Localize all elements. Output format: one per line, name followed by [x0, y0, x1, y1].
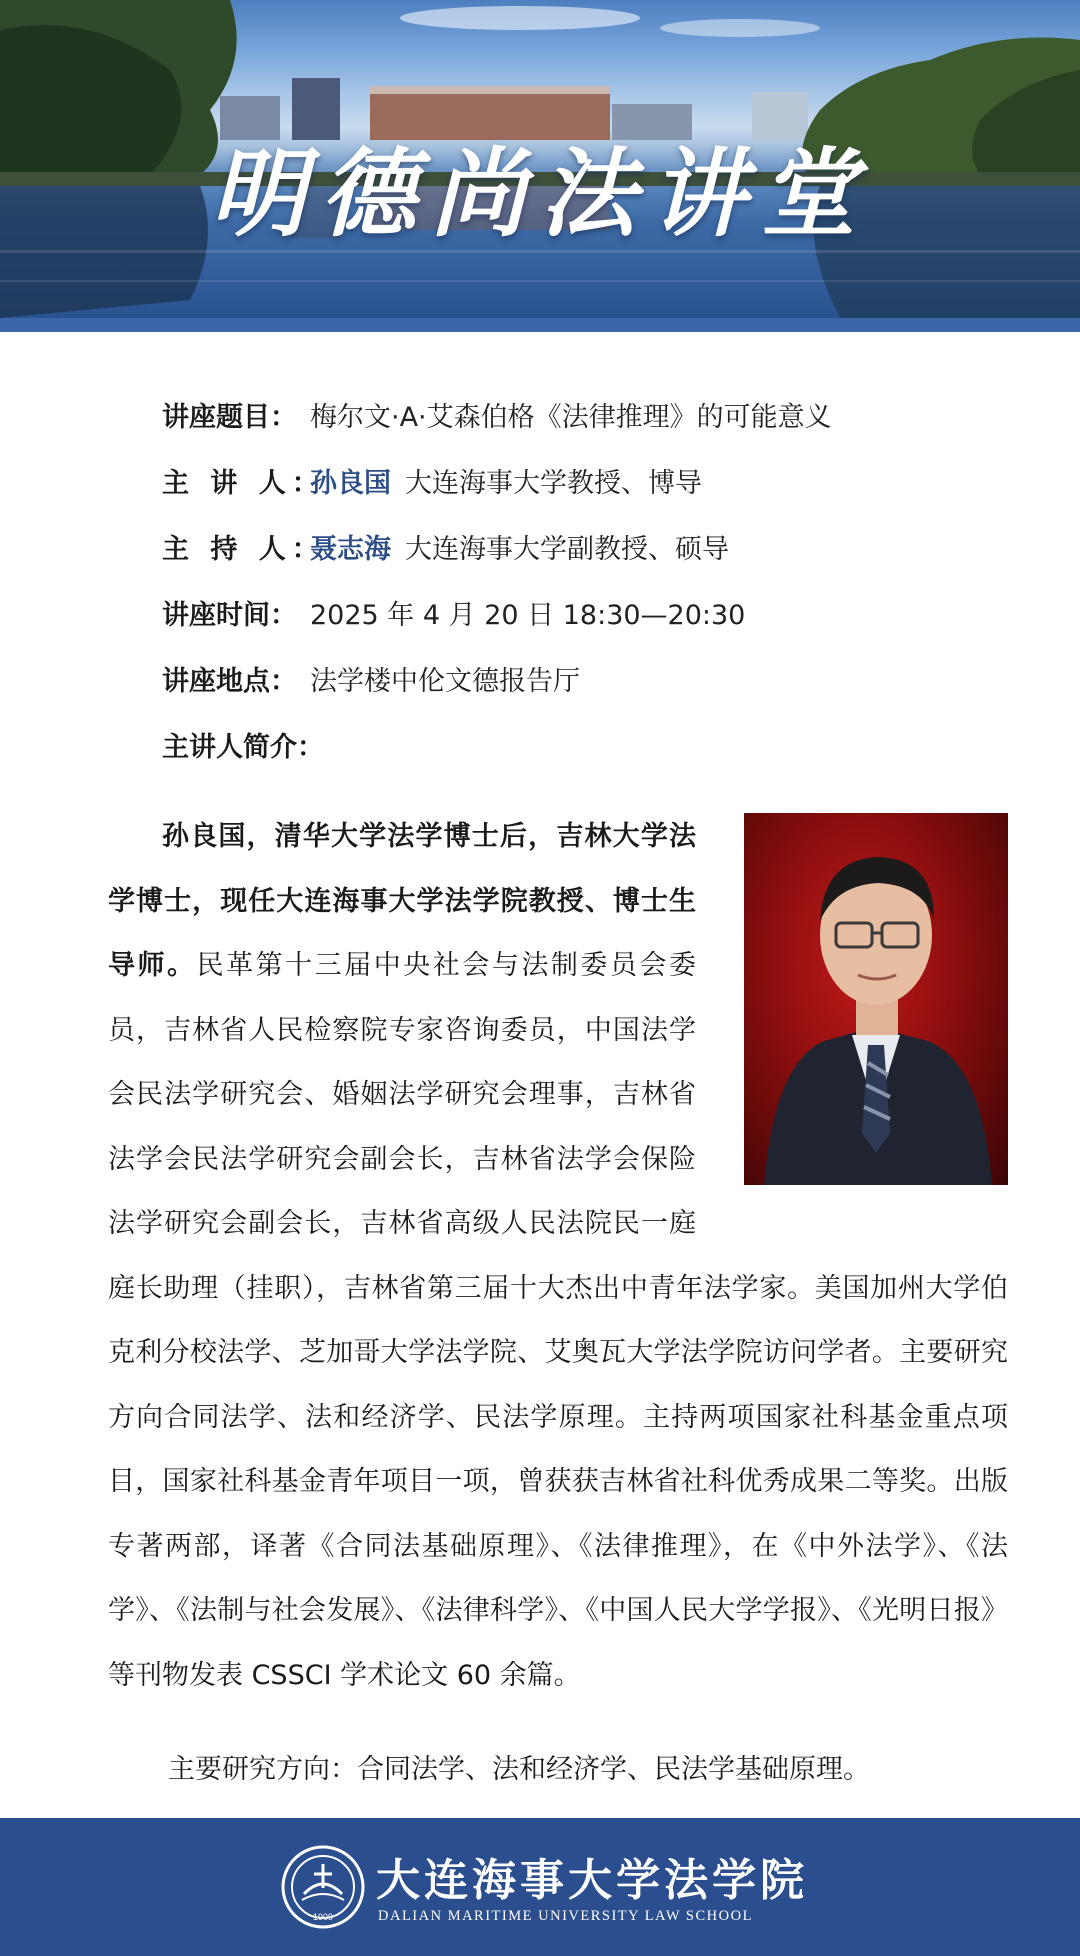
host-row — [162, 526, 1022, 592]
time-value: 2025 年 4 月 20 日 18:30—20:30 — [310, 600, 746, 631]
place-value: 法学楼中伦文德报告厅 — [310, 666, 580, 697]
banner-title: 明德尚法讲堂 — [210, 137, 870, 250]
speaker-row — [162, 460, 1022, 526]
school-name: 大连海事大学法学院 — [376, 1855, 808, 1906]
place-label: 讲座地点： — [162, 666, 297, 697]
topic-row — [162, 394, 1022, 460]
university-emblem-logo — [280, 1844, 366, 1930]
lecture-info — [162, 394, 1022, 790]
intro-label: 主讲人简介： — [162, 732, 324, 763]
speaker-bio — [108, 805, 1008, 1708]
time-label: 讲座时间： — [162, 600, 297, 631]
bio-body: 民革第十三届中央社会与法制委员会委员，吉林省人民检察院专家咨询委员，中国法学会民法学研究会、婚姻法学研究会理事，吉林省法学会民法学研究会副会长，吉林省法学会保险法学研究会副会长，吉林省高级人民法院民一庭庭长助理（挂职），吉林省第三届十大杰出中青年法学家。美国加州大学伯克利分校法学、芝加哥大学法学院、艾奥瓦大学法学院访问学者。主要研究方向合同法学、法和经济学、民法学原理。主持两项国家社科基金重点项目，国家社科基金青年项目一项，曾获获吉林省社科优秀成果二等奖。出版专著两部，译著《合同法基础原理》、《法律推理》，在《中外法学》、《法学》、《法制与社会发展》、《法律科学》、《中国人民大学学报》、《光明日报》等刊物发表 CSSCI 学术论文 60 余篇。 — [108, 950, 1008, 1691]
emblem-year: 1909 — [312, 1912, 334, 1922]
intro-row — [162, 724, 1022, 790]
host-name: 聂志海 — [310, 534, 391, 565]
research-direction: 主要研究方向：合同法学、法和经济学、民法学基础原理。 — [168, 1754, 870, 1785]
speaker-name: 孙良国 — [310, 468, 391, 499]
footer-bar — [0, 1818, 1080, 1956]
time-row — [162, 592, 1022, 658]
header-banner — [0, 0, 1080, 318]
host-label: 主 持 人： — [162, 534, 325, 565]
speaker-portrait-photo — [744, 813, 1008, 1185]
speaker-title: 大连海事大学教授、博导 — [405, 468, 702, 499]
school-name-english: DALIAN MARITIME UNIVERSITY LAW SCHOOL — [378, 1908, 753, 1924]
bio-bold-intro: 孙良国，清华大学法学博士后，吉林大学法学博士，现任大连海事大学法学院教授、博士生导师。 — [108, 821, 696, 981]
banner-divider — [0, 318, 1080, 332]
speaker-label: 主 讲 人： — [162, 468, 325, 499]
topic-label: 讲座题目： — [162, 402, 297, 433]
host-title: 大连海事大学副教授、硕导 — [405, 534, 729, 565]
topic-value: 梅尔文·A·艾森伯格《法律推理》的可能意义 — [310, 402, 832, 433]
speaker-portrait-illustration — [744, 813, 1008, 1185]
place-row — [162, 658, 1022, 724]
